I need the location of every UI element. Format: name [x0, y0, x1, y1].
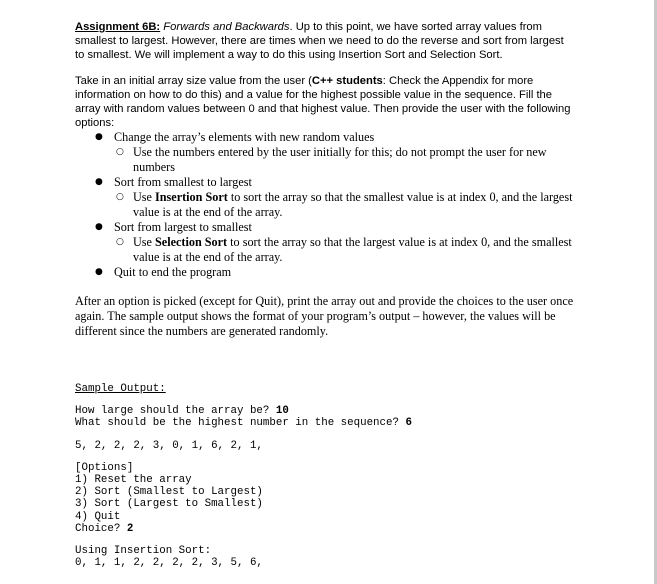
sample-output-heading: Sample Output:	[75, 383, 166, 395]
insertion-sort-term: Insertion Sort	[155, 190, 228, 204]
menu-title: [Options]	[75, 461, 134, 474]
list-subitem	[75, 190, 575, 220]
initial-array: 5, 2, 2, 2, 3, 0, 1, 6, 2, 1,	[75, 439, 263, 452]
document-page	[75, 20, 575, 569]
option-2-text: Sort from smallest to largest	[114, 175, 252, 189]
assignment-title: Forwards and Backwards	[163, 21, 290, 33]
option-1-sub-text: Use the numbers entered by the user initially for this; do not prompt the user for new numbers	[133, 145, 547, 174]
list-subitem	[75, 235, 575, 265]
bullet-icon: ●	[95, 132, 103, 142]
answer-array-size: 10	[275, 405, 289, 418]
circle-bullet-icon: ○	[116, 192, 124, 202]
bullet-icon: ●	[95, 267, 103, 277]
list-item	[75, 220, 575, 235]
after-paragraph: After an option is picked (except for Quit), print the array out and provide the choices to the user once again. The sample output shows the format of your program’s output – however, the values will be different since the numbers are generated randomly.	[75, 294, 574, 338]
option-2-sub-pre: Use	[133, 190, 156, 204]
bullet-icon: ●	[95, 177, 103, 187]
option-2-sub-post: to sort the array so that the smallest value is at index 0, and the largest value is at the end of the array.	[133, 190, 573, 219]
sorted-array: 0, 1, 1, 2, 2, 2, 2, 3, 5, 6,	[75, 557, 263, 570]
instructions-part2: : Check the Appendix for more information on how to do this) and a value for the highest possible value in the sequence. Fill the array with random values between 0 and that highest value. Then provide the user with the following options:	[75, 75, 571, 129]
instructions-paragraph	[75, 74, 575, 130]
using-insertion-sort: Using Insertion Sort:	[75, 545, 212, 558]
assignment-label: Assignment 6B:	[75, 21, 161, 33]
assignment-intro	[75, 20, 575, 62]
option-3-text: Sort from largest to smallest	[114, 220, 252, 234]
bullet-icon: ●	[95, 222, 103, 232]
cpp-students-label: C++ students	[311, 75, 383, 87]
circle-bullet-icon: ○	[116, 237, 124, 247]
answer-highest: 6	[405, 417, 412, 430]
list-item	[75, 130, 575, 145]
option-3-sub-pre: Use	[133, 235, 156, 249]
menu-option-1: 1) Reset the array	[75, 474, 192, 487]
choice-value: 2	[126, 522, 134, 535]
option-1-text: Change the array’s elements with new random values	[114, 130, 375, 144]
circle-bullet-icon: ○	[116, 147, 124, 157]
menu-option-3: 3) Sort (Largest to Smallest)	[75, 498, 263, 511]
menu-option-4: 4) Quit	[75, 510, 121, 523]
option-4-text: Quit to end the program	[114, 265, 232, 279]
intro-text: . Up to this point, we have sorted array values from smallest to largest. However, there are times when we need to do the reverse and sort from largest to smallest. We will implement a way to do this using Insertion Sort and Selection Sort.	[75, 21, 564, 61]
prompt-array-size: How large should the array be?	[75, 405, 276, 418]
menu-option-2: 2) Sort (Smallest to Largest)	[75, 486, 263, 499]
list-item	[75, 265, 575, 280]
selection-sort-term: Selection Sort	[155, 235, 228, 249]
sample-output	[75, 383, 575, 569]
list-subitem	[75, 145, 575, 175]
list-item	[75, 175, 575, 190]
instructions-part1: Take in an initial array size value from the user (	[75, 75, 312, 87]
choice-prompt: Choice?	[75, 522, 127, 535]
options-list	[75, 130, 575, 280]
prompt-highest: What should be the highest number in the sequence?	[75, 417, 406, 430]
option-3-sub-post: to sort the array so that the largest value is at index 0, and the smallest value is at the end of the array.	[133, 235, 572, 264]
